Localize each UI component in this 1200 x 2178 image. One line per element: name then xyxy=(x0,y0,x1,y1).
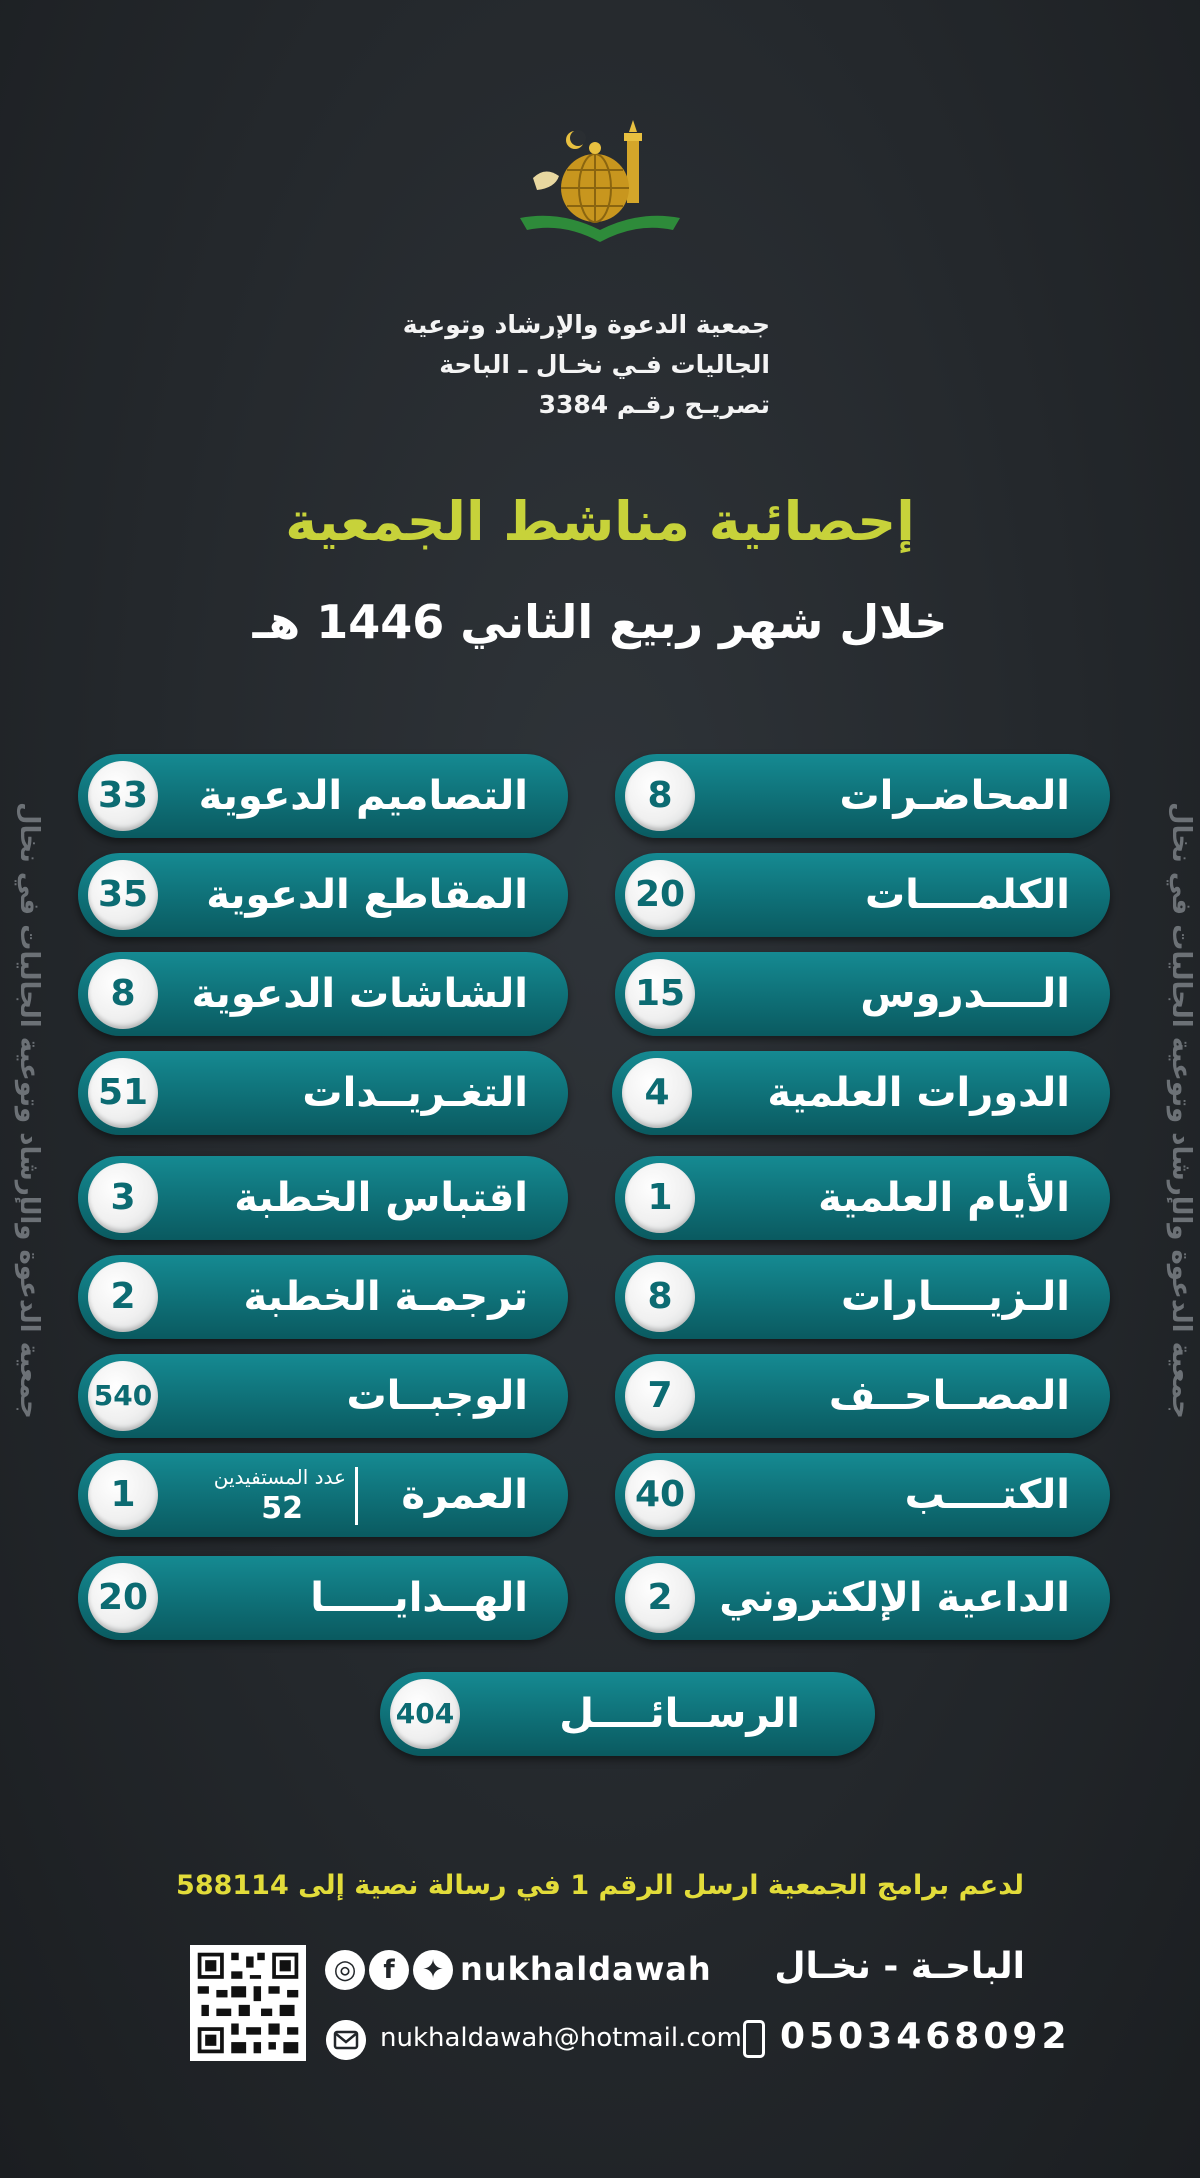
stat-pill-books xyxy=(615,1453,1110,1537)
page-subtitle: خلال شهر ربيع الثاني 1446 هـ xyxy=(252,595,948,649)
stat-pill-tweets xyxy=(78,1051,568,1135)
phone-number[interactable]: 0503468092 xyxy=(780,2016,1071,2057)
stat-label: الــــدروس xyxy=(860,971,1070,1017)
stat-value: 20 xyxy=(625,860,695,930)
stat-label: الكلمــــات xyxy=(864,872,1070,918)
social-handle[interactable]: nukhaldawah xyxy=(460,1950,712,1988)
stat-pill-lessons xyxy=(615,952,1110,1036)
stat-pill-designs xyxy=(78,754,568,838)
email-address[interactable]: nukhaldawah@hotmail.com xyxy=(380,2023,742,2053)
stat-value: 7 xyxy=(625,1361,695,1431)
stat-pill-e-preacher xyxy=(615,1556,1110,1640)
organization-info xyxy=(370,305,770,425)
stat-label: الكتــــب xyxy=(904,1472,1070,1518)
mosque-globe-logo xyxy=(515,118,685,253)
stat-value: 20 xyxy=(88,1563,158,1633)
stat-value: 51 xyxy=(88,1058,158,1128)
beneficiaries-label: عدد المستفيدين xyxy=(213,1465,346,1489)
stat-label: الرســائــــل xyxy=(559,1691,800,1737)
stat-pill-lectures xyxy=(615,754,1110,838)
beneficiaries-value: 52 xyxy=(261,1491,303,1526)
stat-value: 404 xyxy=(390,1679,460,1749)
umrah-beneficiaries xyxy=(178,1461,358,1529)
stat-value: 2 xyxy=(625,1563,695,1633)
stat-pill-umrah xyxy=(78,1453,568,1537)
stat-pill-scientific-days xyxy=(615,1156,1110,1240)
stat-label: الـزيــــارات xyxy=(841,1274,1070,1320)
stat-pill-messages xyxy=(380,1672,875,1756)
stat-value: 33 xyxy=(88,761,158,831)
stat-value: 8 xyxy=(625,1262,695,1332)
stat-label: العمرة xyxy=(401,1472,528,1518)
stat-pill-speeches xyxy=(615,853,1110,937)
org-line-1: جمعية الدعوة والإرشاد وتوعية xyxy=(402,310,770,339)
city-label: الباحـة - نخـال xyxy=(774,1946,1025,1987)
stat-label: اقتباس الخطبة xyxy=(234,1175,528,1221)
support-text: لدعم برامج الجمعية ارسل الرقم 1 في رسالة نصية إلى 588114 xyxy=(176,1870,1024,1901)
qr-code xyxy=(190,1945,306,2061)
stat-label: ترجمـة الخطبة xyxy=(243,1274,528,1320)
stat-value: 15 xyxy=(625,959,695,1029)
stat-label: الهــدايـــــا xyxy=(310,1575,528,1621)
stat-pill-meals xyxy=(78,1354,568,1438)
stat-value: 4 xyxy=(622,1058,692,1128)
stat-label: الداعية الإلكتروني xyxy=(719,1575,1070,1621)
stat-label: المقاطع الدعوية xyxy=(206,872,528,918)
stat-pill-clips xyxy=(78,853,568,937)
stat-pill-gifts xyxy=(78,1556,568,1640)
phone-icon xyxy=(743,2020,765,2058)
stat-value: 540 xyxy=(88,1361,158,1431)
side-watermark-right: جمعية الدعوة والإرشاد وتوعية الجاليات في نخال xyxy=(1166,801,1196,1419)
stat-pill-sermon-translation xyxy=(78,1255,568,1339)
stat-label: الشاشات الدعوية xyxy=(191,971,528,1017)
org-line-2: الجاليات فـي نخـال ـ الباحة xyxy=(439,350,770,379)
stat-label: المصــاحــف xyxy=(828,1373,1070,1419)
divider xyxy=(355,1467,358,1525)
stat-value: 40 xyxy=(625,1460,695,1530)
facebook-icon[interactable]: f xyxy=(369,1950,409,1990)
stat-pill-quran-copies xyxy=(615,1354,1110,1438)
org-line-3: تصريـح رقـم 3384 xyxy=(538,390,770,419)
page-title: إحصائية مناشط الجمعية xyxy=(285,490,915,553)
stat-value: 8 xyxy=(88,959,158,1029)
stat-label: المحاضـرات xyxy=(839,773,1070,819)
stat-label: الدورات العلمية xyxy=(767,1070,1070,1116)
stat-pill-courses xyxy=(612,1051,1110,1135)
stat-label: الوجبــات xyxy=(346,1373,528,1419)
stat-value: 35 xyxy=(88,860,158,930)
stat-pill-sermon-quotes xyxy=(78,1156,568,1240)
side-watermark-left: جمعية الدعوة والإرشاد وتوعية الجاليات في نخال xyxy=(14,801,44,1419)
stat-pill-visits xyxy=(615,1255,1110,1339)
stat-value: 3 xyxy=(88,1163,158,1233)
stat-value: 1 xyxy=(625,1163,695,1233)
stat-value: 1 xyxy=(88,1460,158,1530)
stat-value: 8 xyxy=(625,761,695,831)
stat-pill-screens xyxy=(78,952,568,1036)
email-icon xyxy=(326,2020,366,2060)
stat-label: التصاميم الدعوية xyxy=(198,773,528,819)
stat-label: التغـريــدات xyxy=(302,1070,528,1116)
stat-value: 2 xyxy=(88,1262,158,1332)
stat-label: الأيام العلمية xyxy=(818,1175,1070,1221)
twitter-icon[interactable]: ✦ xyxy=(413,1950,453,1990)
instagram-icon[interactable]: ◎ xyxy=(325,1950,365,1990)
